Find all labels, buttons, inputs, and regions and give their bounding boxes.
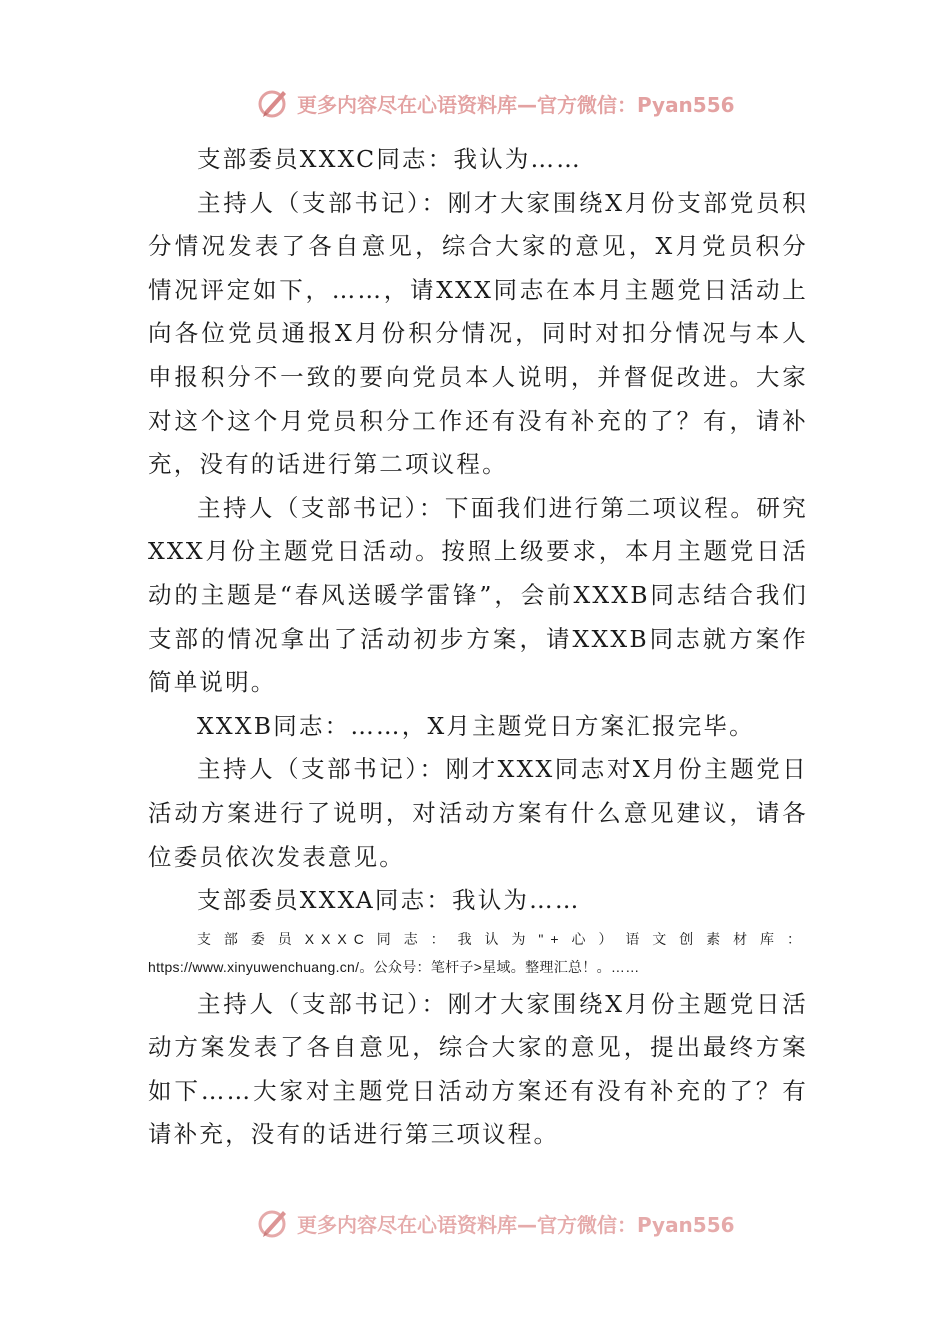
source-note [148,925,808,981]
source-note-lead: 支部委员XXXC同志：我认为"+心）语文创素材库： [197,930,808,947]
footer-banner-text: 更多内容尽在心语资料库—官方微信：Pyan556 [297,1212,735,1237]
paragraph: 主持人（支部书记）：刚才XXX同志对X月份主题党日活动方案进行了说明，对活动方案有什么意见建议，请各位委员依次发表意见。 [148,755,808,871]
paragraph: 主持人（支部书记）：下面我们进行第二项议程。研究XXX月份主题党日活动。按照上级要求，本月主题党日活动的主题是“春风送暖学雷锋”，会前XXXB同志结合我们支部的情况拿出了活动初步方案，请XXXB同志就方案作简单说明。 [148,493,808,697]
document-body [148,138,808,1157]
paragraph: 主持人（支部书记）：刚才大家围绕X月份支部党员积分情况发表了各自意见，综合大家的意见，X月党员积分情况评定如下，……，请XXX同志在本月主题党日活动上向各位党员通报X月份积分情况，同时对扣分情况与本人申报积分不一致的要向党员本人说明，并督促改进。大家对这个这个月党员积分工作还有没有补充的了？有，请补充，没有的话进行第二项议程。 [148,188,808,479]
paragraph: 支部委员XXXA同志：我认为…… [197,886,581,915]
paragraph: 支部委员XXXC同志：我认为…… [197,145,582,173]
header-banner [255,84,735,122]
source-note-link: https://www.xinyuwenchuang.cn/。公众号：笔杆子>星域。整理汇总！。…… [148,958,640,975]
pen-logo-icon [255,1205,291,1241]
header-banner-text: 更多内容尽在心语资料库—官方微信：Pyan556 [297,92,735,117]
closing-paragraph: 主持人（支部书记）：刚才大家围绕X月份主题党日活动方案发表了各自意见，综合大家的意见，提出最终方案如下……大家对主题党日活动方案还有没有补充的了？有请补充，没有的话进行第三项议程。 [148,989,808,1149]
pen-logo-icon [255,85,291,121]
paragraph: XXXB同志：……，X月主题党日方案汇报完毕。 [197,711,755,740]
footer-banner [255,1204,735,1242]
